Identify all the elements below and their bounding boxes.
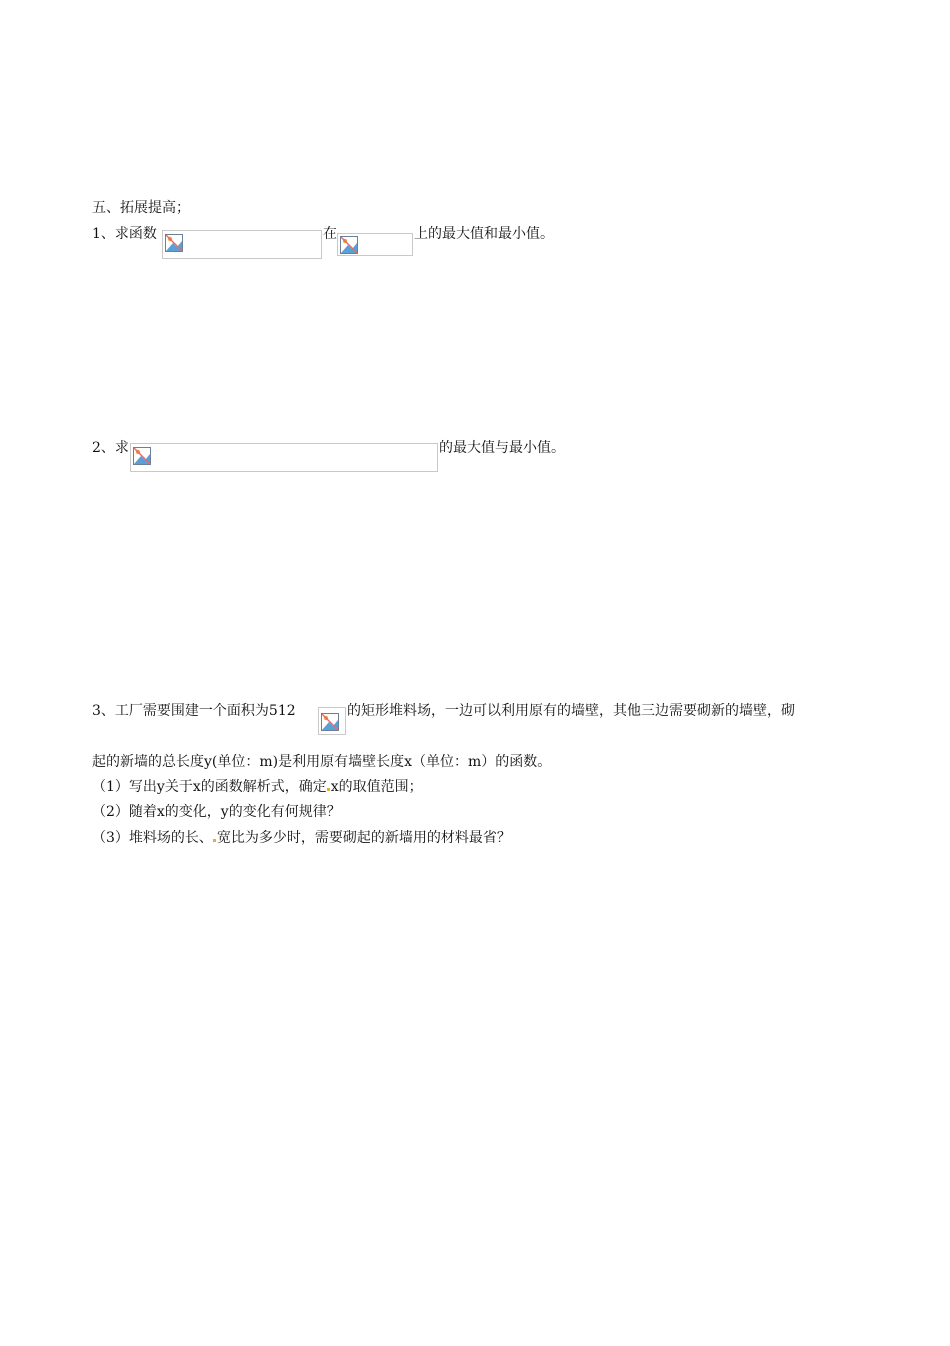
marker-dot	[213, 839, 216, 842]
formula-image-1b	[337, 233, 413, 256]
question-3-line2: 起的新墙的总长度y(单位：m)是利用原有墙壁长度x（单位：m）的函数。	[92, 754, 552, 770]
formula-image-1a	[162, 230, 322, 259]
section-heading: 五、拓展提高；	[92, 200, 190, 216]
broken-image-icon	[321, 713, 339, 731]
question-3-line1-suffix: 的矩形堆料场，一边可以利用原有的墙壁，其他三边需要砌新的墙壁，砌	[347, 703, 795, 719]
broken-image-icon	[165, 234, 183, 252]
question-1-middle: 在	[323, 226, 337, 242]
broken-image-icon	[133, 447, 151, 465]
question-3-sub3: （3）堆料场的长、 宽比为多少时，需要砌起的新墙用的材料最省？	[92, 830, 511, 846]
broken-image-icon	[340, 236, 358, 254]
formula-image-2	[130, 443, 438, 472]
question-3-sub1: （1）写出y关于x的函数解析式，确定 x的取值范围；	[92, 779, 423, 795]
formula-image-3-unit	[318, 707, 346, 735]
question-3-line1-prefix: 3、工厂需要围建一个面积为512	[92, 703, 296, 719]
question-3-sub2: （2）随着x的变化，y的变化有何规律？	[92, 804, 341, 820]
marker-dot	[327, 788, 330, 791]
question-2-prefix: 2、求	[92, 440, 129, 456]
question-1-suffix: 上的最大值和最小值。	[414, 226, 554, 242]
question-1-prefix: 1、求函数	[92, 226, 157, 242]
question-2-suffix: 的最大值与最小值。	[439, 440, 565, 456]
